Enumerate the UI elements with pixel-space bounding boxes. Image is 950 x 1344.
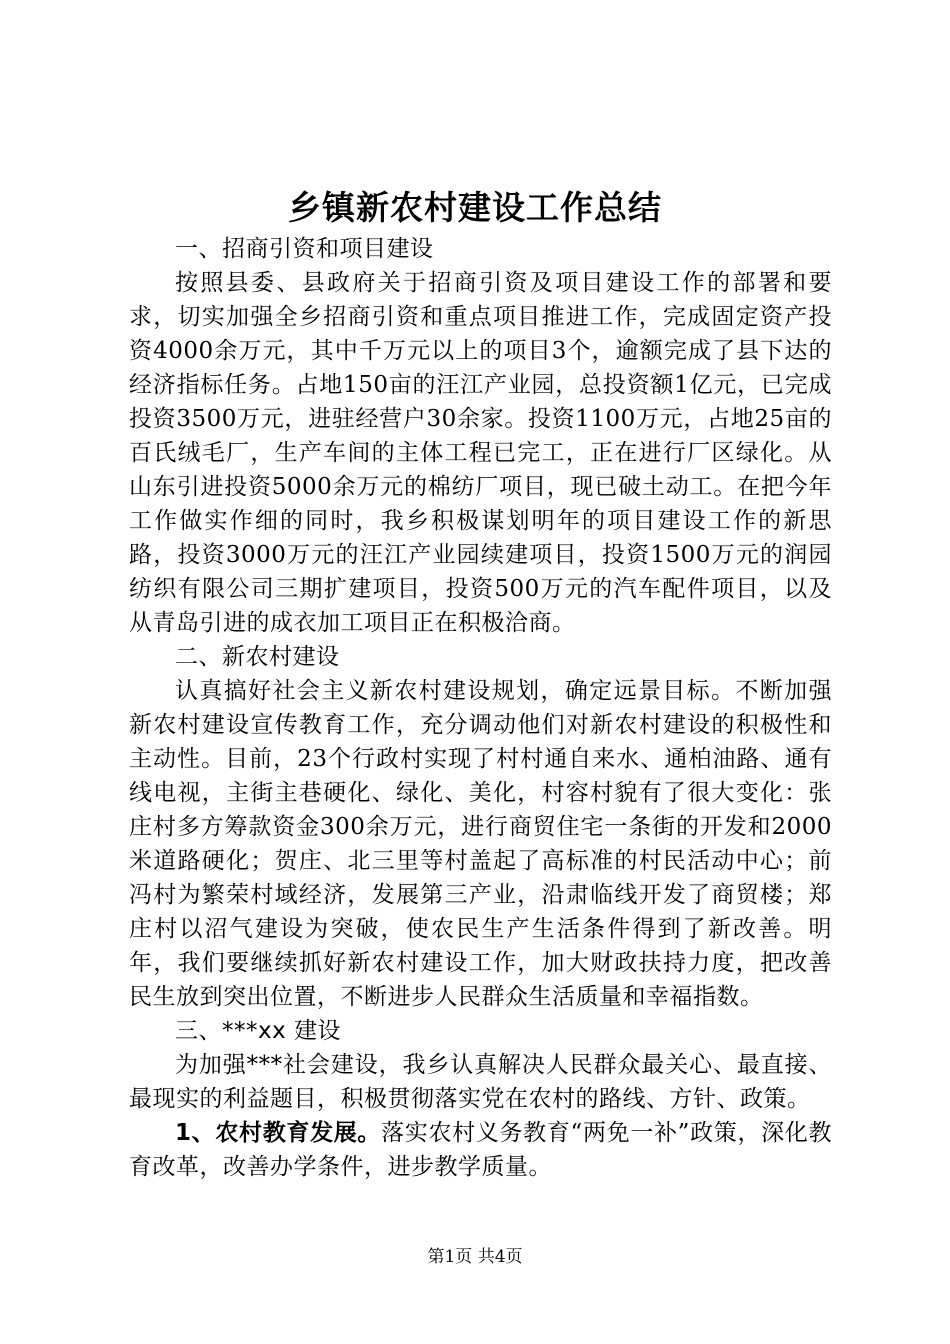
- section-paragraph-3: 为加强***社会建设，我乡认真解决人民群众最关心、最直接、最现实的利益题目，积极贯彻落实党在农村的路线、方针、政策。: [129, 1052, 832, 1112]
- section-paragraph-1: 按照县委、县政府关于招商引资及项目建设工作的部署和要求，切实加强全乡招商引资和重点项目推进工作，完成固定资产投资4000余万元，其中千万元以上的项目3个，逾额完成了县下达的经济指标任务。占地150亩的汪江产业园，总投资额1亿元，已完成投资3500万元，进驻经营户30余家。投资1100万元，占地25亩的百氏绒毛厂，生产车间的主体工程已完工，正在进行厂区绿化。从山东引进投资5000余万元的棉纺厂项目，现已破土动工。在把今年工作做实作细的同时，我乡积极谋划明年的项目建设工作的新思路，投资3000万元的汪江产业园续建项目，投资1500万元的润园纺织有限公司三期扩建项目，投资500万元的汽车配件项目，以及从青岛引进的成衣加工项目正在积极洽商。: [129, 270, 832, 636]
- section-paragraph-2: 认真搞好社会主义新农村建设规划，确定远景目标。不断加强新农村建设宣传教育工作，充分调动他们对新农村建设的积极性和主动性。目前，23个行政村实现了村村通自来水、通柏油路、通有线电视，主街主巷硬化、绿化、美化，村容村貌有了很大变化：张庄村多方筹款资金300余万元，进行商贸住宅一条街的开发和2000米道路硬化；贺庄、北三里等村盖起了高标准的村民活动中心；前冯村为繁荣村域经济，发展第三产业，沿肃临线开发了商贸楼；郑庄村以沼气建设为突破，使农民生产生活条件得到了新改善。明年，我们要继续抓好新农村建设工作，加大财政扶持力度，把改善民生放到突出位置，不断进步人民群众生活质量和幸福指数。: [129, 678, 832, 1010]
- list-item-education: [129, 1116, 832, 1184]
- document-body: [129, 232, 832, 1184]
- section-heading-3: 三、***xx 建设: [175, 1018, 342, 1044]
- section-heading-2: 二、新农村建设: [175, 644, 340, 670]
- list-item-text: 落实农村义务教育“两免一补”政策，深化教育改革，改善办学条件，进步教学质量。: [129, 1120, 832, 1180]
- document-title: 乡镇新农村建设工作总结: [288, 188, 662, 227]
- section-heading-1: 一、招商引资和项目建设: [175, 236, 434, 262]
- list-item-lead: 1、农村教育发展。: [175, 1120, 382, 1146]
- page-footer: 第1页 共4页: [427, 1247, 523, 1267]
